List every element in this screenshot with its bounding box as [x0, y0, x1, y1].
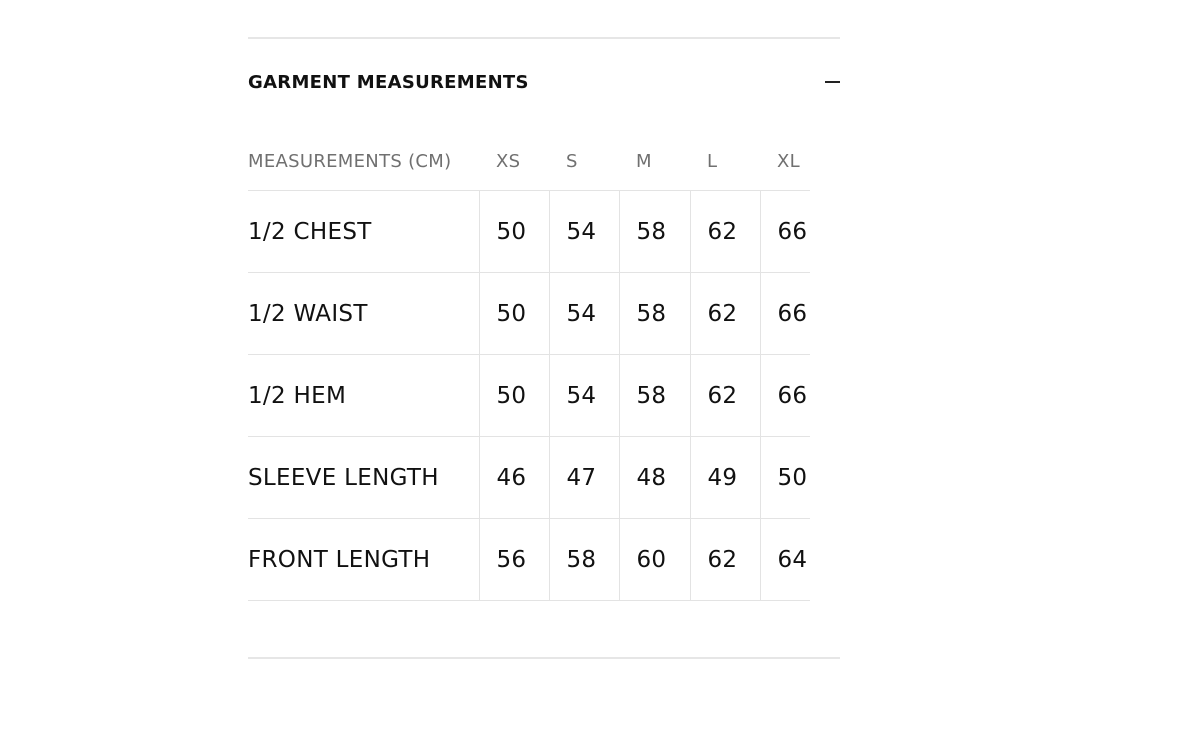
table-cell: 66 [760, 191, 810, 273]
column-header-size: L [690, 132, 760, 191]
garment-measurements-accordion-header[interactable] [248, 62, 840, 102]
table-row [248, 273, 810, 355]
table-cell: 58 [549, 519, 619, 601]
table-cell: 50 [479, 355, 549, 437]
table-cell: 46 [479, 437, 549, 519]
table-row [248, 355, 810, 437]
table-cell: 62 [690, 191, 760, 273]
table-row [248, 519, 810, 601]
table-cell: 62 [690, 519, 760, 601]
table-header-row [248, 132, 810, 191]
table-cell: 62 [690, 355, 760, 437]
table-cell: 64 [760, 519, 810, 601]
column-header-size: XL [760, 132, 810, 191]
row-label: FRONT LENGTH [248, 519, 479, 601]
table-cell: 54 [549, 273, 619, 355]
table-cell: 48 [619, 437, 690, 519]
table-cell: 50 [479, 273, 549, 355]
table-cell: 50 [760, 437, 810, 519]
row-label: 1/2 CHEST [248, 191, 479, 273]
minus-icon[interactable] [825, 81, 840, 83]
accordion-bottom-divider [248, 657, 840, 659]
table-row [248, 191, 810, 273]
table-cell: 47 [549, 437, 619, 519]
table-cell: 58 [619, 191, 690, 273]
table-cell: 54 [549, 191, 619, 273]
column-header-size: XS [479, 132, 549, 191]
table-cell: 50 [479, 191, 549, 273]
table-cell: 66 [760, 273, 810, 355]
table-cell: 60 [619, 519, 690, 601]
column-header-measurement: MEASUREMENTS (CM) [248, 132, 479, 191]
table-cell: 66 [760, 355, 810, 437]
column-header-size: M [619, 132, 690, 191]
accordion-top-divider [248, 37, 840, 39]
accordion-title: GARMENT MEASUREMENTS [248, 71, 529, 93]
table-cell: 56 [479, 519, 549, 601]
table-cell: 58 [619, 355, 690, 437]
column-header-size: S [549, 132, 619, 191]
row-label: 1/2 WAIST [248, 273, 479, 355]
size-chart-table [248, 132, 810, 601]
table-cell: 49 [690, 437, 760, 519]
table-cell: 54 [549, 355, 619, 437]
row-label: SLEEVE LENGTH [248, 437, 479, 519]
table-row [248, 437, 810, 519]
table-cell: 58 [619, 273, 690, 355]
table-cell: 62 [690, 273, 760, 355]
row-label: 1/2 HEM [248, 355, 479, 437]
